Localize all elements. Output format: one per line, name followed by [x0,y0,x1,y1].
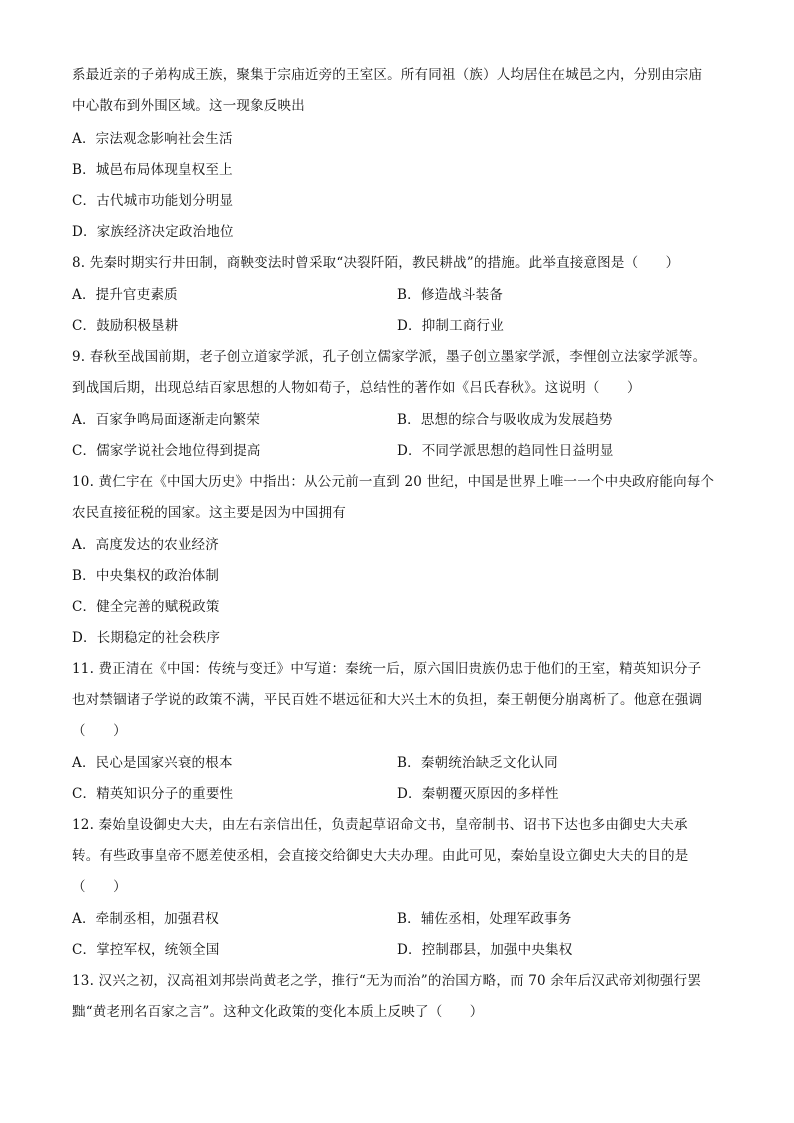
q13-stem-line-2: 黜“黄老刑名百家之言”。这种文化政策的变化本质上反映了（ ） [72,1004,484,1020]
q7-option-c[interactable]: C．古代城市功能划分明显 [72,193,234,209]
q7-option-a[interactable]: A．宗法观念影响社会生活 [72,131,233,147]
q11-option-c[interactable]: C．精英知识分子的重要性 [72,786,234,802]
q7-option-b[interactable]: B．城邑布局体现皇权至上 [72,162,233,178]
q9-option-a[interactable]: A．百家争鸣局面逐渐走向繁荣 [72,412,261,428]
q9-option-d[interactable]: D．不同学派思想的趋同性日益明显 [397,443,614,459]
q12-option-b[interactable]: B．辅佐丞相，处理军政事务 [397,911,572,927]
q9-option-c[interactable]: C．儒家学说社会地位得到提高 [72,443,261,459]
q10-stem-line-1: 10. 黄仁宇在《中国大历史》中指出：从公元前一直到 20 世纪，中国是世界上唯一一个中央政府能向每个 [72,474,715,490]
q7-stem-line-2: 中心散布到外围区域。这一现象反映出 [72,98,305,114]
q10-option-d[interactable]: D．长期稳定的社会秩序 [72,630,221,646]
q11-option-a[interactable]: A．民心是国家兴衰的根本 [72,755,233,771]
q12-option-a[interactable]: A．牵制丞相，加强君权 [72,911,219,927]
q8-option-c[interactable]: C．鼓励积极垦耕 [72,318,179,334]
q10-stem-line-2: 农民直接征税的国家。这主要是因为中国拥有 [72,505,346,521]
q12-option-d[interactable]: D．控制郡县，加强中央集权 [397,942,573,958]
q11-stem-line-1: 11. 费正清在《中国：传统与变迁》中写道：秦统一后，原六国旧贵族仍忠于他们的王室，精英知识分子 [72,661,702,677]
q12-stem-line-2: 转。有些政事皇帝不愿差使丞相，会直接交给御史大夫办理。由此可见，秦始皇设立御史大夫的目的是 [72,848,689,864]
q13-stem-line-1: 13. 汉兴之初，汉高祖刘邦崇尚黄老之学，推行“无为而治”的治国方略，而 70 余年后汉武帝刘彻强行罢 [72,973,702,989]
q7-option-d[interactable]: D．家族经济决定政治地位 [72,224,234,240]
q9-stem-line-1: 9. 春秋至战国前期，老子创立道家学派，孔子创立儒家学派，墨子创立墨家学派，李悝创立法家学派等。 [72,349,707,365]
q9-stem-line-2: 到战国后期，出现总结百家思想的人物如荀子，总结性的著作如《吕氏春秋》。这说明（ ） [72,380,641,396]
q12-stem-line-1: 12. 秦始皇设御史大夫，由左右亲信出任，负责起草诏命文书，皇帝制书、诏书下达也多由御史大夫承 [72,817,688,833]
q8-option-a[interactable]: A．提升官吏素质 [72,287,178,303]
q11-stem-line-2: 也对禁锢诸子学说的政策不满，平民百姓不堪远征和大兴土木的负担，秦王朝便分崩离析了。他意在强调 [72,692,703,708]
q9-option-b[interactable]: B．思想的综合与吸收成为发展趋势 [397,412,613,428]
q11-option-b[interactable]: B．秦朝统治缺乏文化认同 [397,755,558,771]
q11-option-d[interactable]: D．秦朝覆灭原因的多样性 [397,786,559,802]
q11-stem-line-3: （ ） [72,723,127,739]
q12-stem-line-3: （ ） [72,879,127,895]
q8-option-b[interactable]: B．修造战斗装备 [397,287,504,303]
q10-option-c[interactable]: C．健全完善的赋税政策 [72,599,220,615]
q10-option-a[interactable]: A．高度发达的农业经济 [72,537,219,553]
q7-stem-line-1: 系最近亲的子弟构成王族，聚集于宗庙近旁的王室区。所有同祖（族）人均居住在城邑之内，分别由宗庙 [72,67,703,83]
q8-option-d[interactable]: D．抑制工商行业 [397,318,504,334]
q12-option-c[interactable]: C．掌控军权，统领全国 [72,942,220,958]
q10-option-b[interactable]: B．中央集权的政治体制 [72,568,220,584]
q8-stem: 8. 先秦时期实行井田制，商鞅变法时曾采取“决裂阡陌，教民耕战”的措施。此举直接意图是（ ） [72,255,680,271]
